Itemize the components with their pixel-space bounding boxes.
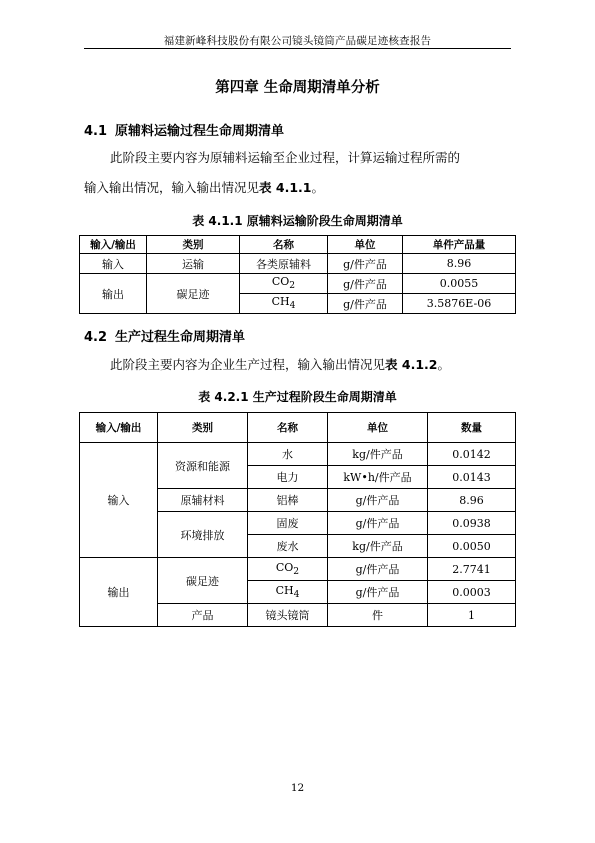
name-cell: 铝棒: [248, 489, 328, 512]
page-header: 福建新峰科技股份有限公司镜头镜筒产品碳足迹核查报告: [163, 35, 432, 47]
lifecycle-table-transport: [79, 235, 516, 314]
section-heading-4-1: [84, 120, 284, 139]
lifecycle-table-production: [79, 412, 516, 627]
unit-cell: 件: [328, 604, 428, 627]
name-cell: 电力: [248, 466, 328, 489]
unit-cell: g/件产品: [328, 489, 428, 512]
category-cell: 产品: [158, 604, 248, 627]
io-cell: 输入: [80, 443, 158, 558]
value-cell: 0.0142: [428, 443, 516, 466]
paragraph-text: 。: [311, 180, 324, 195]
paragraph-4-1: [84, 143, 516, 203]
name-cell: 水: [248, 443, 328, 466]
paragraph-text: 此阶段主要内容为原辅料运输至企业过程，计算运输过程所需的: [110, 150, 461, 165]
section-number: 4.1: [84, 124, 108, 139]
formula-subscript: 4: [289, 300, 296, 312]
paragraph-line: [84, 143, 516, 173]
paragraph-text: 。: [437, 357, 450, 372]
value-cell: 0.0055: [403, 274, 516, 294]
name-cell: 各类原辅料: [240, 254, 328, 274]
io-cell: 输出: [80, 558, 158, 627]
table-row: [80, 274, 516, 294]
formula-subscript: 2: [293, 566, 300, 578]
table-row: [80, 558, 516, 581]
name-cell: 镜头镜筒: [248, 604, 328, 627]
paragraph-text: 此阶段主要内容为企业生产过程，输入输出情况见: [110, 357, 386, 372]
header-name: 名称: [240, 236, 328, 254]
formula: CO: [271, 275, 290, 289]
table-row: [80, 254, 516, 274]
page-number: 12: [290, 782, 305, 794]
header-category: 类别: [147, 236, 240, 254]
io-cell: 输入: [80, 254, 147, 274]
value-cell: 0.0003: [428, 581, 516, 604]
name-cell-co2: [240, 274, 328, 294]
unit-cell: kW•h/件产品: [328, 466, 428, 489]
name-cell: 固废: [248, 512, 328, 535]
table-caption-4-2-1: 表 4.2.1 生产过程阶段生命周期清单: [198, 390, 397, 404]
header-amount: 数量: [428, 413, 516, 443]
formula: CH: [271, 295, 290, 309]
table-header-row: [80, 413, 516, 443]
section-title: 原辅料运输过程生命周期清单: [115, 124, 285, 139]
formula-subscript: 4: [293, 589, 300, 601]
unit-cell: g/件产品: [328, 512, 428, 535]
name-cell-ch4: [240, 294, 328, 314]
category-cell: 碳足迹: [158, 558, 248, 604]
io-cell: 输出: [80, 274, 147, 314]
name-cell-ch4: [248, 581, 328, 604]
header-rule: [84, 48, 511, 49]
paragraph-line: [84, 350, 516, 380]
unit-cell: kg/件产品: [328, 535, 428, 558]
value-cell: 0.0050: [428, 535, 516, 558]
formula: CO: [275, 560, 294, 574]
formula: CH: [275, 583, 294, 597]
section-number: 4.2: [84, 330, 108, 345]
header-name: 名称: [248, 413, 328, 443]
unit-cell: g/件产品: [328, 254, 403, 274]
unit-cell: g/件产品: [328, 294, 403, 314]
table-header-row: [80, 236, 516, 254]
name-cell: 废水: [248, 535, 328, 558]
category-cell: 碳足迹: [147, 274, 240, 314]
value-cell: 2.7741: [428, 558, 516, 581]
category-cell: 资源和能源: [158, 443, 248, 489]
value-cell: 1: [428, 604, 516, 627]
header-unit: 单位: [328, 413, 428, 443]
value-cell: 8.96: [428, 489, 516, 512]
header-io: 输入/输出: [80, 236, 147, 254]
paragraph-4-2: [84, 350, 516, 380]
chapter-title: 第四章 生命周期清单分析: [215, 80, 380, 96]
section-title: 生产过程生命周期清单: [115, 330, 246, 345]
unit-cell: kg/件产品: [328, 443, 428, 466]
name-cell-co2: [248, 558, 328, 581]
paragraph-line: [84, 173, 516, 203]
table-row: [80, 443, 516, 466]
unit-cell: g/件产品: [328, 558, 428, 581]
value-cell: 3.5876E-06: [403, 294, 516, 314]
paragraph-text: 输入输出情况，输入输出情况见: [84, 180, 260, 195]
header-amount: 单件产品量: [403, 236, 516, 254]
unit-cell: g/件产品: [328, 581, 428, 604]
header-category: 类别: [158, 413, 248, 443]
header-io: 输入/输出: [80, 413, 158, 443]
category-cell: 环境排放: [158, 512, 248, 558]
value-cell: 8.96: [403, 254, 516, 274]
unit-cell: g/件产品: [328, 274, 403, 294]
category-cell: 运输: [147, 254, 240, 274]
value-cell: 0.0143: [428, 466, 516, 489]
value-cell: 0.0938: [428, 512, 516, 535]
section-heading-4-2: [84, 326, 245, 345]
table-reference: 表 4.1.2: [385, 357, 438, 372]
formula-subscript: 2: [289, 280, 296, 292]
table-reference: 表 4.1.1: [259, 180, 312, 195]
table-caption-4-1-1: 表 4.1.1 原辅料运输阶段生命周期清单: [192, 214, 403, 228]
category-cell: 原辅材料: [158, 489, 248, 512]
header-unit: 单位: [328, 236, 403, 254]
